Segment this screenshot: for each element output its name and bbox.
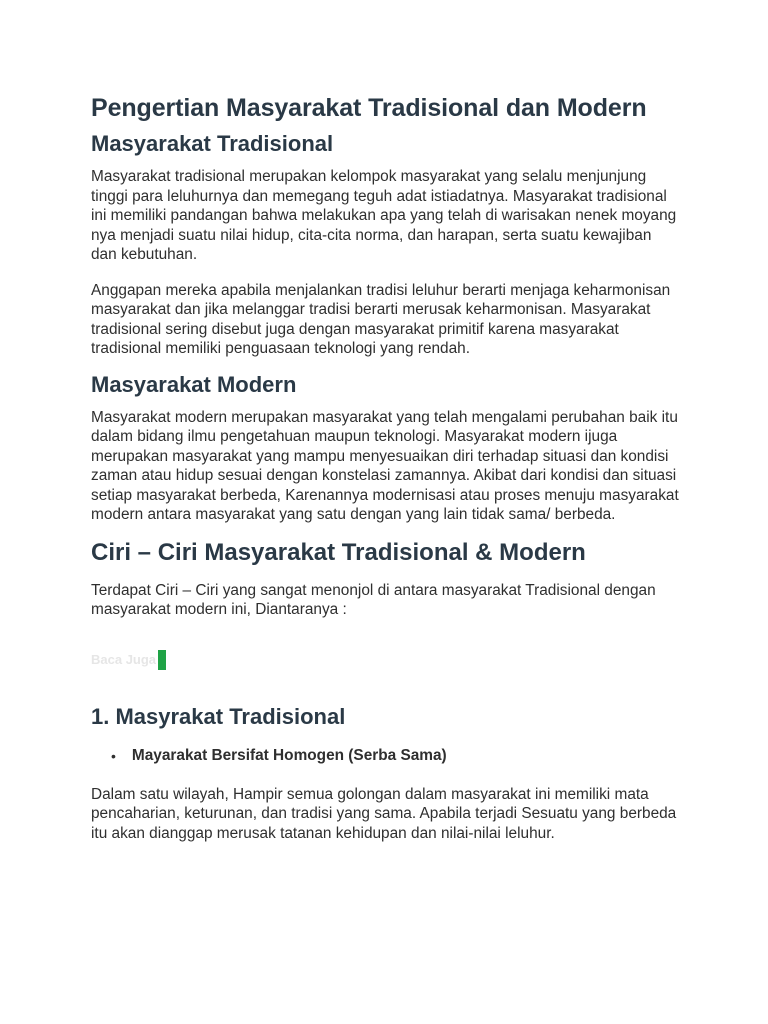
baca-juga-label: Baca Juga (91, 652, 157, 667)
paragraph-modern: Masyarakat modern merupakan masyarakat yang telah mengalami perubahan baik itu dalam bidang ilmu pengetahuan maupun teknologi. Masyarakat modern ijuga merupakan masyarakat yang mampu menyesuaikan diri terhadap situasi dan kondisi zaman atau hidup sesuai dengan konstelasi zamannya. Akibat dari kondisi dan situasi setiap masyarakat berbeda, Karenannya modernisasi atau proses menuju masyarakat modern antara masyarakat yang satu dengan yang lain tidak sama/ berbeda. (91, 408, 679, 523)
paragraph-tradisional-2: Anggapan mereka apabila menjalankan tradisi leluhur berarti menjaga keharmonisan masyarakat dan jika melanggar tradisi berarti merusak keharmonisan. Masyarakat tradisional sering disebut juga dengan masyarakat primitif karena masyarakat tradisional memiliki penguasaan teknologi yang rendah. (91, 281, 671, 357)
page-title: Pengertian Masyarakat Tradisional dan Modern (91, 94, 647, 122)
paragraph-ciri: Terdapat Ciri – Ciri yang sangat menonjol di antara masyarakat Tradisional dengan masyarakat modern ini, Diantaranya : (91, 581, 656, 618)
heading-masyarakat-tradisional: Masyarakat Tradisional (91, 131, 334, 156)
baca-juga-accent-bar (158, 650, 166, 670)
article-body (91, 92, 681, 843)
bullet-icon: • (111, 747, 116, 764)
list-item-label: Mayarakat Bersifat Homogen (Serba Sama) (131, 746, 447, 764)
paragraph-homogen: Dalam satu wilayah, Hampir semua golongan dalam masyarakat ini memiliki mata pencaharian, keturunan, dan tradisi yang sama. Apabila terjadi Sesuatu yang berbeda itu akan dianggap merusak tatanan kehidupan dan nilai-nilai leluhur. (91, 785, 677, 842)
paragraph-tradisional-1: Masyarakat tradisional merupakan kelompok masyarakat yang selalu menjunjung tinggi para leluhurnya dan memegang teguh adat istiadatnya. Masyarakat tradisional ini memiliki pandangan bahwa melakukan apa yang telah di warisakan nenek moyang nya menjadi suatu nilai hidup, cita-cita norma, dan harapan, serta suatu kewajiban dan kebutuhan. (91, 168, 677, 263)
baca-juga-box[interactable] (91, 650, 681, 670)
list-item (111, 747, 681, 765)
heading-masyarakat-modern: Masyarakat Modern (91, 371, 297, 397)
heading-list-tradisional: 1. Masyrakat Tradisional (91, 703, 346, 729)
heading-ciri-ciri: Ciri – Ciri Masyarakat Tradisional & Modern (91, 538, 586, 566)
